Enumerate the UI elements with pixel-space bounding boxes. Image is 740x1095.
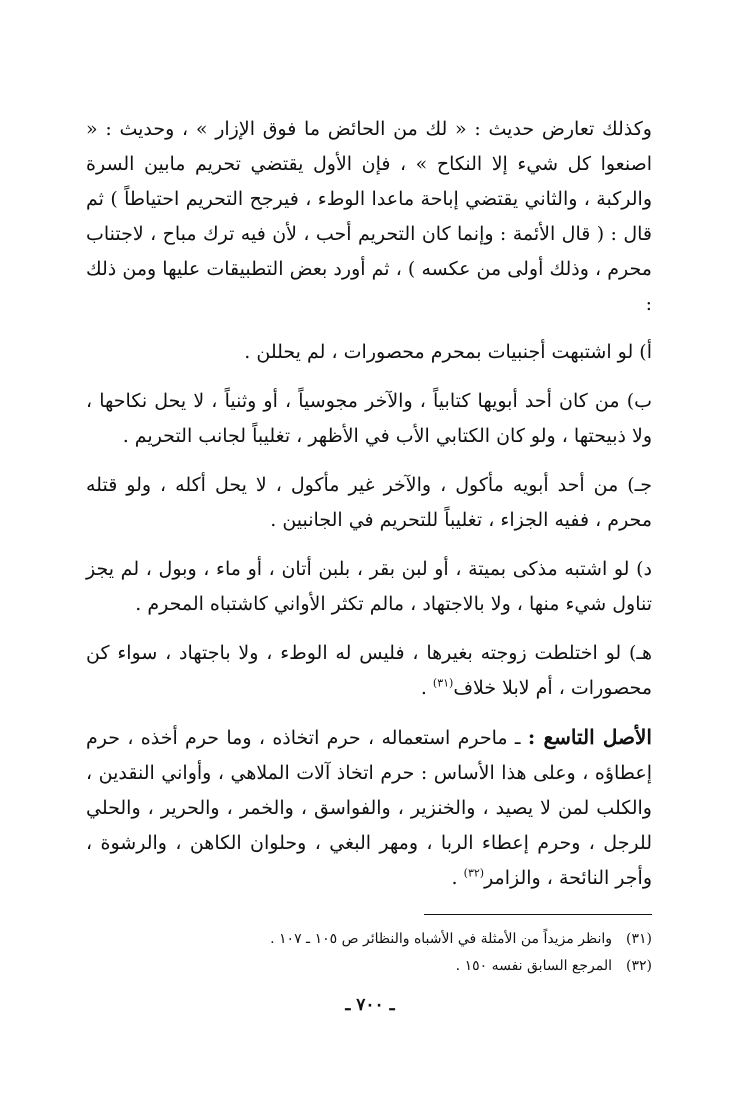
footnote-31 [86,926,652,953]
item-h-paragraph [86,636,652,706]
item-d-paragraph: د) لو اشتبه مذكى بميتة ، أو لبن بقر ، بلبن أتان ، أو ماء ، وبول ، لم يجز تناول شيء منها ، ولا بالاجتهاد ، مالم تكثر الأواني كاشتباه المحرم . [86,558,652,615]
item-h-end: . [420,677,433,699]
item-j-paragraph: جـ) من أحد أبويه مأكول ، والآخر غير مأكول ، لا يحل أكله ، ولو قتله محرم ، ففيه الجزاء ، تغليباً للتحريم في الجانبين . [86,474,652,531]
intro-paragraph: وكذلك تعارض حديث : « لك من الحائض ما فوق الإزار » ، وحديث : « اصنعوا كل شيء إلا النكاح » ، فإن الأول يقتضي تحريم مابين السرة والركبة ، والثاني يقتضي إباحة ماعدا الوطء ، فيرجح التحريم احتياطاً ) ثم قال : ( قال الأئمة : وإنما كان التحريم أحب ، لأن فيه ترك مباح ، لاجتناب محرم ، وذلك أولى من عكسه ) ، ثم أورد بعض التطبيقات عليها ومن ذلك : [86,118,652,315]
principle-paragraph [86,720,652,896]
principle-end: . [451,867,464,889]
item-b-paragraph: ب) من كان أحد أبويها كتابياً ، والآخر مجوسياً ، أو وثنياً ، لا يحل نكاحها ، ولا ذبيحتها ، ولو كان الكتابي الأب في الأظهر ، تغليباً لجانب التحريم . [86,390,652,447]
footnotes [86,926,652,980]
footnote-number: (٣١) [626,931,652,947]
footnote-text: وانظر مزيداً من الأمثلة في الأشباه والنظائر ص ١٠٥ ـ ١٠٧ . [270,931,613,947]
footnote-ref-32: (٣٢) [463,866,485,880]
footnote-number: (٣٢) [626,958,652,974]
footnote-32 [86,953,652,980]
footnote-ref-31: (٣١) [432,676,454,690]
footnote-text: المرجع السابق نفسه ١٥٠ . [455,958,613,974]
principle-text: ـ ماحرم استعماله ، حرم اتخاذه ، وما حرم أخذه ، حرم إعطاؤه ، وعلى هذا الأساس : حرم اتخاذ آلات الملاهي ، وأواني النقدين ، والكلب لمن لا يصيد ، والخنزير ، والفواسق ، والخمر ، والحرير ، والحلي للرجل ، وحرم إعطاء الربا ، ومهر البغي ، وحلوان الكاهن ، والرشوة ، وأجر النائحة ، والزامر [86,727,652,889]
principle-heading: الأصل التاسع : [527,725,652,749]
item-h-text: هـ) لو اختلطت زوجته بغيرها ، فليس له الوطء ، ولا باجتهاد ، سواء كن محصورات ، أم لابلا خلاف [86,642,652,699]
footnote-divider [424,914,652,915]
item-a-paragraph: أ) لو اشتبهت أجنبيات بمحرم محصورات ، لم يحللن . [244,341,652,363]
page-number: ـ ٧٠٠ ـ [345,995,395,1015]
main-text [86,112,652,896]
